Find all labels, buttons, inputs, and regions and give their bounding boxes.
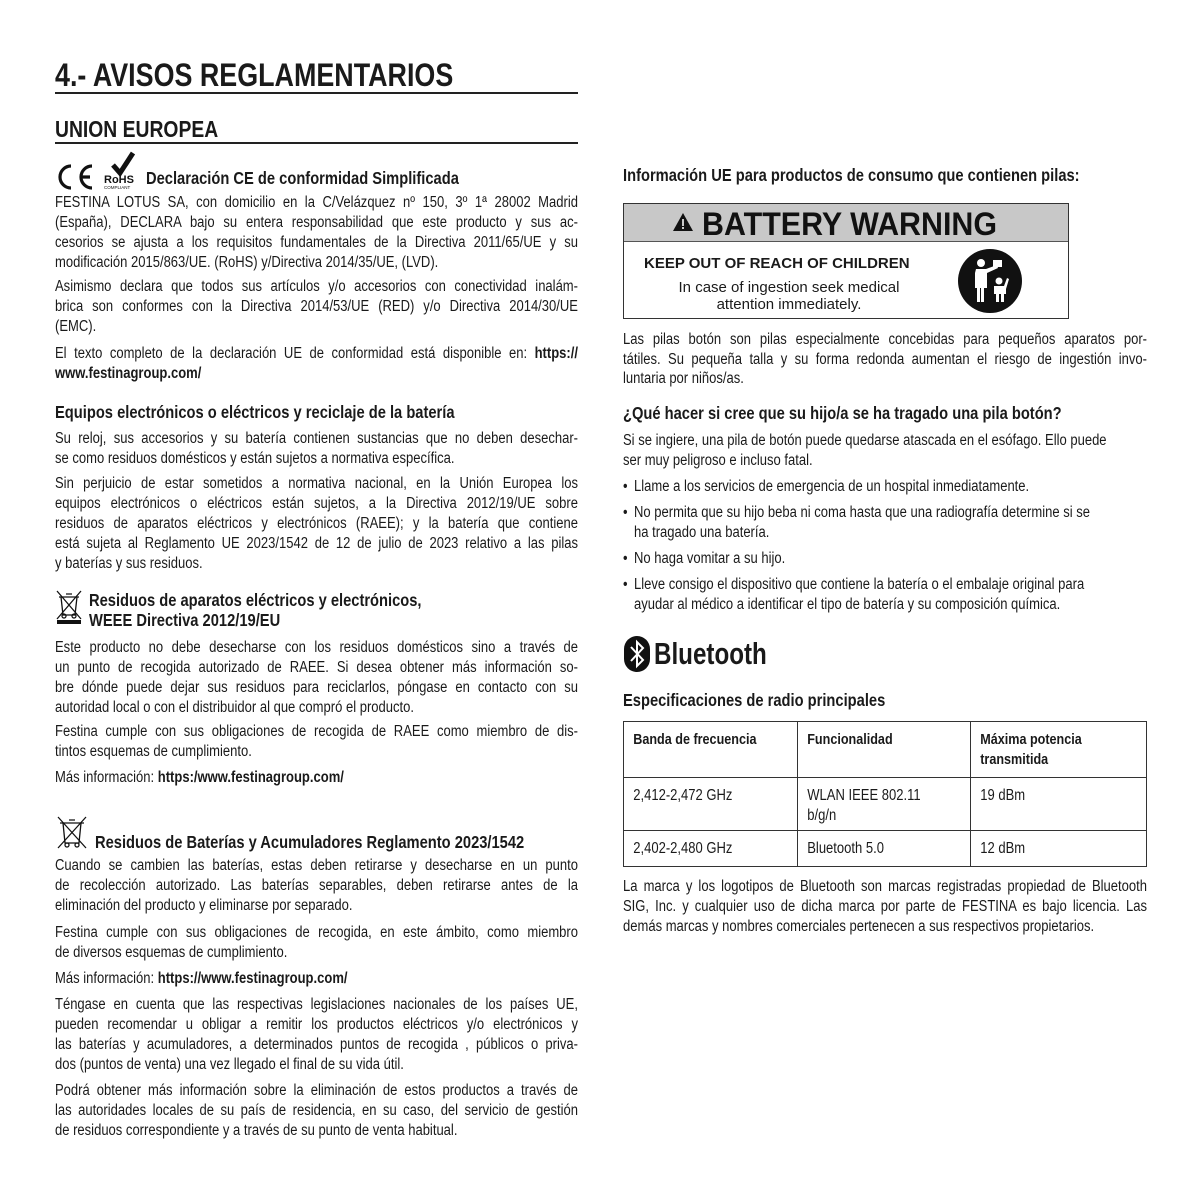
section-underline (55, 142, 578, 144)
paragraph-line: y baterías y sus residuos. (55, 555, 203, 572)
paragraph-line: modificación 2015/863/UE. (RoHS) y/Directiva 2014/35/UE, (LVD). (55, 254, 439, 271)
header-text: Máxima potencia (980, 731, 1083, 748)
bullet-item-line: No permita que su hijo beba ni coma hasta que una radiografía determine si se (634, 504, 1090, 521)
paragraph-line: Festina cumple con sus obligaciones de recogida de RAEE como miembro de dis- (55, 723, 578, 740)
header-text: Funcionalidad (807, 731, 893, 748)
table-cell (971, 831, 1147, 867)
website-link[interactable]: https:/www.festinagroup.com/ (157, 769, 344, 786)
paragraph-line: autoridad local o con el distribuidor al que compró el producto. (55, 699, 414, 716)
website-link[interactable]: https:// (534, 345, 578, 362)
section-title: UNION EUROPEA (55, 116, 219, 142)
paragraph-line: brica son conformes con la Directiva 2014/53/UE (RED) y/o Directiva 2014/30/UE (55, 298, 578, 315)
ce-mark-icon (54, 163, 96, 191)
paragraph-line: residuos de aparatos eléctricos y electrónicos (RAEE); y la batería que contiene (55, 515, 578, 532)
weee-crossed-bin-icon (55, 589, 83, 625)
battery-warning-box (623, 203, 1069, 319)
bullet-icon: • (623, 576, 628, 593)
paragraph-line: Sin perjuicio de estar sometidos a normativa nacional, en la Unión Europea los (55, 475, 578, 492)
page-title: 4.- AVISOS REGLAMENTARIOS (55, 57, 454, 93)
eu-battery-info-heading: Información UE para productos de consumo que contienen pilas: (623, 165, 1080, 185)
cell-text: 2,412-2,472 GHz (633, 787, 733, 804)
paragraph-line: FESTINA LOTUS SA, con domicilio en la C/Velázquez nº 150, 3º 1ª 28002 Madrid (55, 194, 578, 211)
paragraph-line: Su reloj, sus accesorios y su batería contienen sustancias que no deben desechar- (55, 430, 578, 447)
paragraph-line: tátiles. Su pequeña talla y su forma redonda aumentan el riesgo de ingestión invo- (623, 350, 1147, 368)
weee-heading: Residuos de aparatos eléctricos y electrónicos, (89, 590, 422, 610)
table-header-row (624, 722, 1147, 778)
swallowed-battery-heading: ¿Qué hacer si cree que su hijo/a se ha tragado una pila botón? (623, 403, 1062, 423)
bullet-item-line: ha tragado una batería. (634, 524, 770, 541)
paragraph-line: de residuos correspondiente y a través de su punto de venta habitual. (55, 1122, 458, 1139)
table-row (624, 831, 1147, 867)
paragraph-line: luntaria por niños/as. (623, 370, 744, 387)
paragraph-line: Este producto no debe desecharse con los residuos domésticos sino a través de (55, 639, 578, 656)
paragraph-line: Festina cumple con sus obligaciones de recogida, en este ámbito, como miembro (55, 924, 578, 941)
bullet-item-line: Llame a los servicios de emergencia de un hospital inmediatamente. (634, 478, 1030, 495)
paragraph-line: Podrá obtener más información sobre la eliminación de estos productos a través de (55, 1082, 578, 1099)
electronics-recycling-heading: Equipos electrónicos o eléctricos y reciclaje de la batería (55, 402, 455, 422)
bullet-item-line: ayudar al médico a identificar el tipo de batería y su composición química. (634, 596, 1061, 613)
table-cell (624, 831, 798, 867)
table-header-cell (797, 722, 971, 778)
table-header-cell (971, 722, 1147, 778)
ce-declaration-heading: Declaración CE de conformidad Simplificada (146, 168, 459, 188)
paragraph-line: Las pilas botón son pilas especialmente concebidas para pequeños aparatos por- (623, 331, 1147, 348)
paragraph-line: un punto de recogida autorizado de RAEE. Si desea obtener más información so- (55, 659, 578, 676)
battery-warning-title: BATTERY WARNING (702, 206, 997, 242)
bullet-icon: • (623, 504, 628, 521)
paragraph-line: Téngase en cuenta que las respectivas legislaciones nacionales de los países UE, (55, 996, 578, 1013)
radio-specs-heading: Especificaciones de radio principales (623, 690, 886, 710)
ingestion-text-line: attention immediately. (716, 296, 862, 313)
website-link[interactable]: https://www.festinagroup.com/ (157, 970, 348, 987)
table-row (624, 778, 1147, 831)
bullet-icon: • (623, 550, 628, 567)
warning-triangle-icon (672, 212, 694, 232)
paragraph-line: (España), DECLARA bajo su entera responsabilidad que este producto y sus ac- (55, 214, 578, 231)
header-text: Banda de frecuencia (633, 731, 757, 748)
paragraph-line: bre dónde puede dejar sus residuos para reciclarlos, póngase en contacto con su (55, 679, 578, 696)
paragraph-line: equipos electrónicos o eléctricos están sujetos, a la Directiva 2012/19/UE sobre (55, 495, 578, 512)
paragraph-line: ser muy peligroso e incluso fatal. (623, 452, 813, 469)
keep-away-from-children-icon (957, 248, 1023, 314)
bluetooth-wordmark: Bluetooth (654, 636, 767, 671)
paragraph-line: está sujeta al Reglamento UE 2023/1542 de 12 de julio de 2023 relativo a las pilas (55, 535, 578, 552)
battery-crossed-bin-icon (55, 815, 89, 851)
text: Más información: (55, 769, 158, 786)
bullet-icon: • (623, 478, 628, 495)
cell-text: Bluetooth 5.0 (807, 840, 884, 857)
paragraph-line: se como residuos domésticos y están sujetos a normativa específica. (55, 450, 455, 467)
paragraph-line (55, 768, 578, 788)
ingestion-text-line: In case of ingestion seek medical (678, 279, 900, 296)
battery-waste-heading: Residuos de Baterías y Acumuladores Reglamento 2023/1542 (95, 832, 525, 852)
cell-text: WLAN IEEE 802.11 (807, 787, 921, 804)
table-cell (624, 778, 798, 831)
paragraph-line (55, 969, 578, 989)
paragraph-line: las autoridades locales de su país de residencia, en su caso, del servicio de gestión (55, 1102, 578, 1119)
keep-out-of-reach-text: KEEP OUT OF REACH OF CHILDREN (644, 255, 910, 272)
paragraph-line: Cuando se cambien las baterías, estas deben retirarse y desecharse en un punto (55, 857, 578, 874)
text: El texto completo de la declaración UE de conformidad está disponible en: (55, 345, 535, 362)
paragraph-line: de diversos esquemas de cumplimiento. (55, 944, 288, 961)
table-cell (797, 831, 971, 867)
weee-heading: WEEE Directiva 2012/19/EU (89, 610, 281, 630)
paragraph-line (55, 364, 578, 384)
paragraph-line: las baterías y acumuladores, a determinados puntos de recogida , públicos o priva- (55, 1036, 578, 1053)
cell-text: 19 dBm (980, 787, 1026, 804)
paragraph-line: tintos esquemas de cumplimiento. (55, 743, 252, 760)
paragraph-line: de recolección autorizado. Las baterías separables, deben retirarse antes de la (55, 877, 578, 894)
radio-specs-table (623, 721, 1147, 867)
text: Más información: (55, 970, 158, 987)
paragraph-line: Asimismo declara que todos sus artículos y/o accesorios con conectividad inalám- (55, 278, 578, 295)
table-cell (797, 778, 971, 831)
paragraph-line: demás marcas y nombres comerciales pertenecen a sus respectivos propietarios. (623, 918, 1095, 935)
header-text: transmitida (980, 751, 1049, 768)
website-link[interactable]: www.festinagroup.com/ (55, 365, 202, 382)
svg-text:RoHS: RoHS (104, 174, 134, 186)
cell-text: 12 dBm (980, 840, 1026, 857)
paragraph-line: SIG, Inc. y cualquier uso de dicha marca por parte de FESTINA es bajo licencia. Las (623, 898, 1147, 915)
cell-text: 2,402-2,480 GHz (633, 840, 733, 857)
svg-text:COMPLIANT: COMPLIANT (104, 185, 131, 190)
paragraph-line: cesorios se ajusta a los requisitos fundamentales de la Directiva 2011/65/UE y su (55, 234, 578, 251)
table-header-cell (624, 722, 798, 778)
battery-warning-header (624, 204, 1068, 242)
paragraph-line: Si se ingiere, una pila de botón puede quedarse atascada en el esófago. Ello puede (623, 432, 1107, 449)
bluetooth-logo-icon (624, 636, 650, 672)
bullet-item-line: Lleve consigo el dispositivo que contiene la batería o el embalaje original para (634, 576, 1085, 593)
paragraph-line (55, 344, 578, 364)
paragraph-line: (EMC). (55, 318, 97, 335)
paragraph-line: pueden recomendar u obligar a remitir los productos eléctricos y/o electrónicos y (55, 1016, 578, 1033)
cell-text: b/g/n (807, 807, 837, 824)
table-cell (971, 778, 1147, 831)
paragraph-line: dos (puntos de venta) una vez llegado el final de su vida útil. (55, 1056, 404, 1073)
bullet-item-line: No haga vomitar a su hijo. (634, 550, 786, 567)
paragraph-line: eliminación del producto y eliminarse por separado. (55, 897, 353, 914)
rohs-compliant-icon (103, 151, 143, 191)
paragraph-line: La marca y los logotipos de Bluetooth son marcas registradas propiedad de Bluetooth (623, 878, 1147, 895)
